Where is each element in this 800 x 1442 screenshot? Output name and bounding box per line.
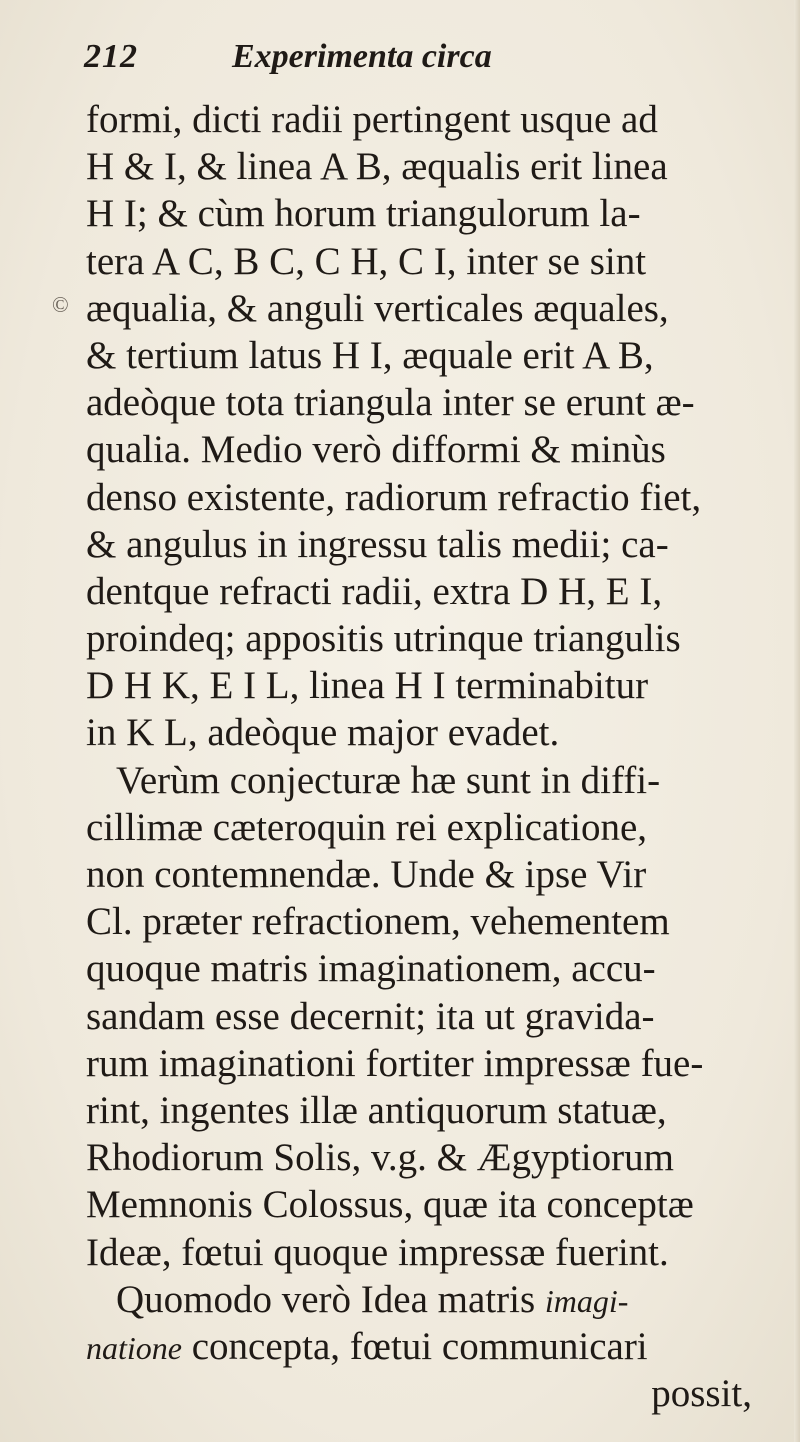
text-line: tera A C, B C, C H, C I, inter se sint (86, 239, 647, 283)
text-line: denso existente, radiorum refractio fiet, (86, 475, 702, 519)
text-line: rum imaginationi fortiter impressæ fue- (86, 1041, 704, 1085)
text-line: dentque refracti radii, extra D H, E I, (86, 569, 663, 613)
text-line: in K L, adeòque major evadet. (86, 711, 560, 755)
page-number: 212 (84, 38, 138, 75)
page-header (0, 0, 800, 100)
text-line: Ideæ, fœtui quoque impressæ fuerint. (86, 1230, 669, 1274)
text-line: Rhodiorum Solis, v.g. & Ægyptiorum (86, 1136, 674, 1180)
text-line: Verùm conjecturæ hæ sunt in diffi- (116, 758, 661, 802)
text-line: & tertium latus H I, æquale erit A B, (86, 333, 654, 377)
text-line: proindeq; appositis utrinque triangulis (86, 617, 681, 661)
text-line: formi, dicti radii pertingent usque ad (86, 98, 658, 141)
text-line: adeòque tota triangula inter se erunt æ- (86, 381, 695, 425)
text-line: & angulus in ingressu talis medii; ca- (86, 522, 669, 566)
page-edge (794, 0, 800, 1442)
text-line (86, 1276, 786, 1323)
text-span: concepta, fœtui communicari (191, 1324, 648, 1368)
text-line: non contemnendæ. Unde & ipse Vir (86, 853, 647, 896)
text-line: D H K, E I L, linea H I terminabitur (86, 664, 649, 708)
text-line: cillimæ cæteroquin rei explicatione, (86, 805, 648, 849)
text-line: H I; & cùm horum triangulorum la- (86, 192, 641, 236)
catchword-line: possit, (651, 1372, 752, 1416)
margin-marker: © (52, 292, 69, 317)
text-line (86, 1323, 786, 1370)
text-line: quoque matris imaginationem, accu- (86, 947, 656, 991)
italic-text: natione (86, 1329, 182, 1366)
text-line: sandam esse decernit; ita ut gravida- (86, 994, 655, 1038)
text-line: qualia. Medio verò difformi & minùs (86, 428, 666, 472)
text-line: Cl. præter refractionem, vehementem (86, 900, 670, 944)
text-line: Memnonis Colossus, quæ ita conceptæ (86, 1183, 694, 1227)
body-text (86, 96, 786, 1417)
text-line: rint, ingentes illæ antiquorum statuæ, (86, 1088, 667, 1132)
text-line: H & I, & linea A B, æqualis erit linea (86, 145, 668, 189)
text-line: æqualia, & anguli verticales æquales, (86, 286, 669, 330)
running-title: Experimenta circa (232, 38, 492, 75)
italic-text: imagi- (544, 1282, 629, 1319)
text-span: Quomodo verò Idea matris (116, 1277, 536, 1321)
